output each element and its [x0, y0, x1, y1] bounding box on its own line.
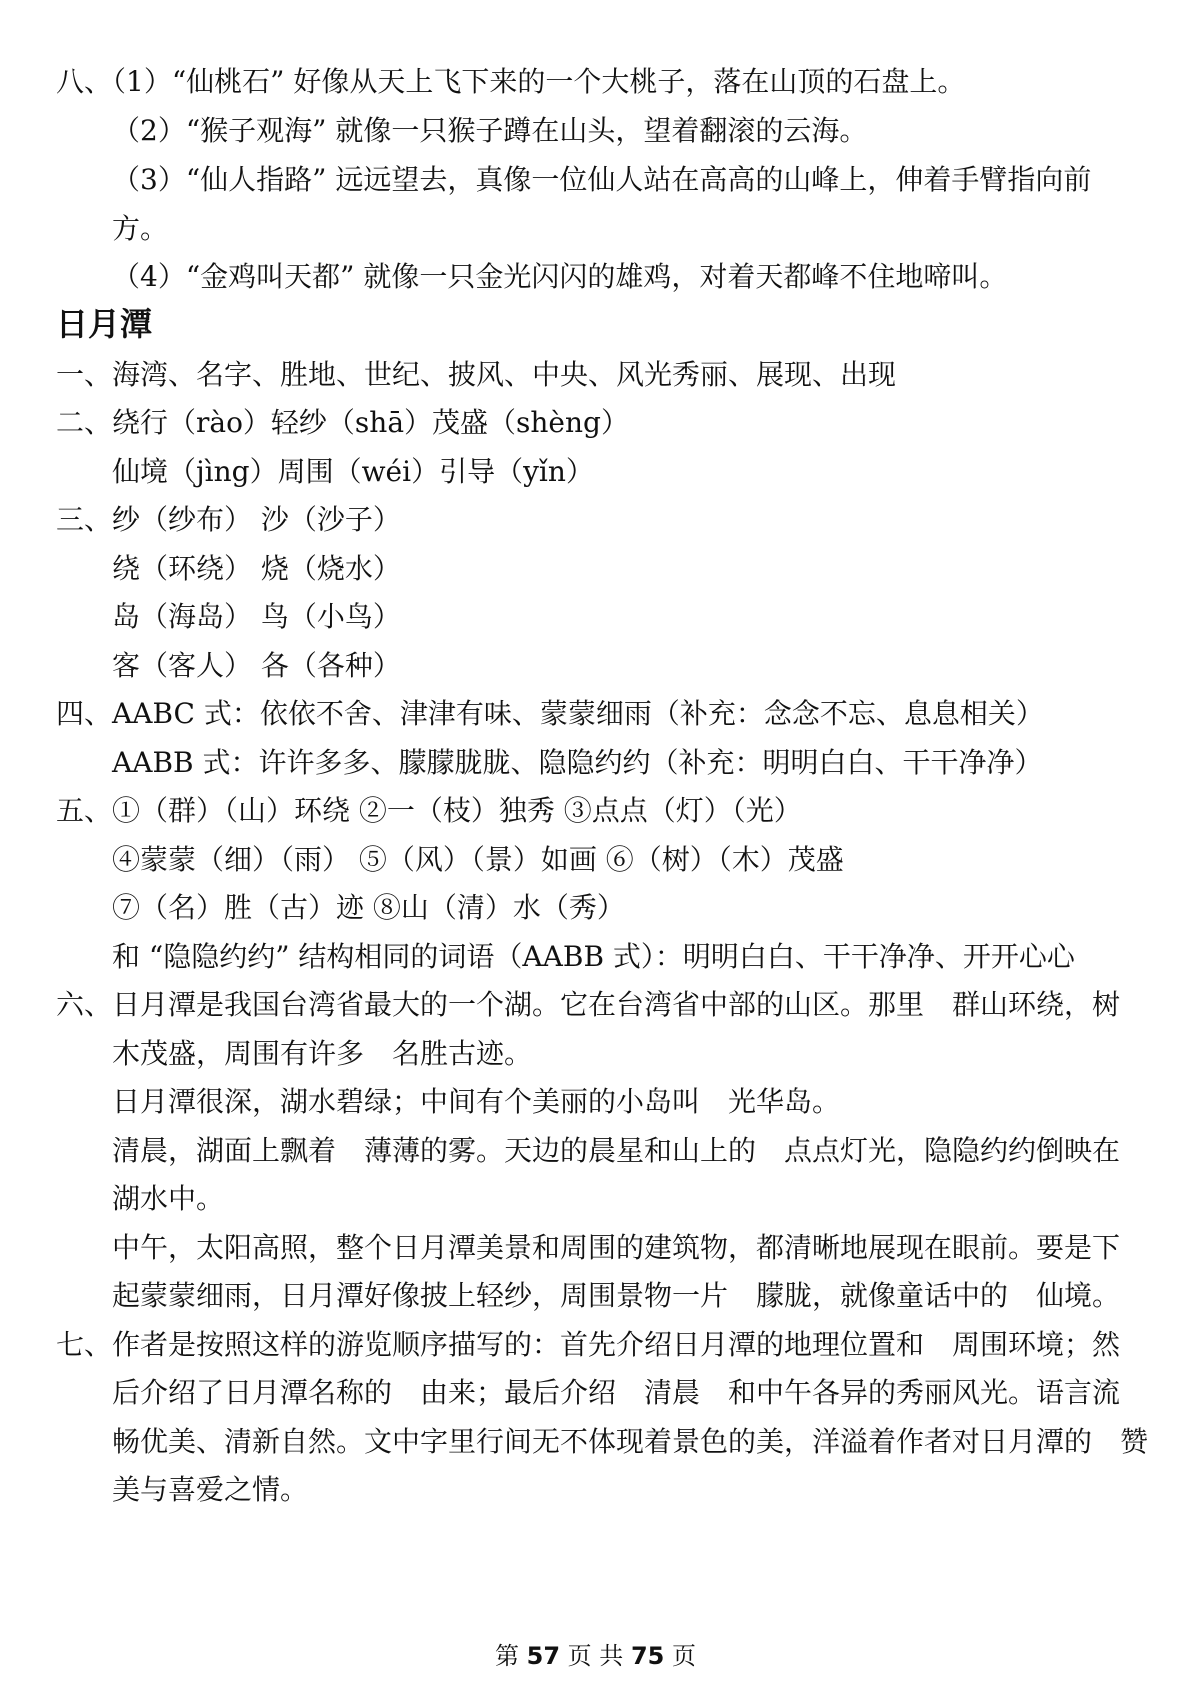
- answer-6-line5: 湖水中。: [112, 1182, 225, 1215]
- answer-2-line2: 仙境（jìng）周围（wéi）引导（yǐn）: [112, 455, 594, 488]
- answer-8-3-cont: 方。: [112, 212, 169, 245]
- footer-mid: 页 共: [567, 1642, 624, 1670]
- answer-7-line2: 后介绍了日月潭名称的 由来；最后介绍 清晨 和中午各异的秀丽风光。语言流: [112, 1376, 1121, 1409]
- page-footer: [0, 1640, 1191, 1672]
- answer-3-line4: 客（客人） 各（各种）: [112, 649, 401, 682]
- answer-8-4: （4）“金鸡叫天都” 就像一只金光闪闪的雄鸡，对着天都峰不住地啼叫。: [112, 260, 1008, 293]
- footer-suffix: 页: [672, 1642, 696, 1670]
- answer-6-line2: 木茂盛，周围有许多 名胜古迹。: [112, 1037, 533, 1070]
- answer-5-line3: ⑦（名）胜（古）迹 ⑧山（清）水（秀）: [112, 891, 625, 924]
- answer-3-line3: 岛（海岛） 鸟（小鸟）: [112, 600, 401, 633]
- answer-5-line4: 和 “隐隐约约” 结构相同的词语（AABB 式）：明明白白、干干净净、开开心心: [112, 940, 1075, 973]
- answer-6-line1: 六、日月潭是我国台湾省最大的一个湖。它在台湾省中部的山区。那里 群山环绕，树: [56, 988, 1121, 1021]
- current-page-number: 57: [526, 1642, 561, 1670]
- answer-5-line2: ④蒙蒙（细）（雨） ⑤（风）（景）如画 ⑥（树）（木）茂盛: [112, 843, 844, 876]
- answer-3-line1: 三、纱（纱布） 沙（沙子）: [56, 503, 401, 536]
- answer-6-line4: 清晨，湖面上飘着 薄薄的雾。天边的晨星和山上的 点点灯光，隐隐约约倒映在: [112, 1134, 1121, 1167]
- answer-8-3: （3）“仙人指路” 远远望去，真像一位仙人站在高高的山峰上，伸着手臂指向前: [112, 163, 1092, 196]
- total-page-number: 75: [630, 1642, 665, 1670]
- answer-3-line2: 绕（环绕） 烧（烧水）: [112, 552, 401, 585]
- answer-8-2: （2）“猴子观海” 就像一只猴子蹲在山头，望着翻滚的云海。: [112, 114, 868, 147]
- answer-4-aabb: AABB 式：许许多多、朦朦胧胧、隐隐约约（补充：明明白白、干干净净）: [112, 746, 1043, 779]
- answer-6-line6: 中午，太阳高照，整个日月潭美景和周围的建筑物，都清晰地展现在眼前。要是下: [112, 1231, 1121, 1264]
- lesson-title: 日月潭: [56, 305, 153, 343]
- answer-6-line3: 日月潭很深，湖水碧绿；中间有个美丽的小岛叫 光华岛。: [112, 1085, 841, 1118]
- answer-7-line4: 美与喜爱之情。: [112, 1473, 309, 1506]
- answer-2-line1: 二、绕行（rào）轻纱（shā）茂盛（shèng）: [56, 406, 629, 439]
- footer-prefix: 第: [494, 1642, 519, 1670]
- answer-7-line1: 七、作者是按照这样的游览顺序描写的：首先介绍日月潭的地理位置和 周围环境；然: [56, 1328, 1121, 1361]
- answer-8-1: 八、（1）“仙桃石” 好像从天上飞下来的一个大桃子，落在山顶的石盘上。: [56, 65, 966, 98]
- answer-5-line1: 五、①（群）（山）环绕 ②一（枝）独秀 ③点点（灯）（光）: [56, 794, 802, 827]
- answer-6-line7: 起蒙蒙细雨，日月潭好像披上轻纱，周围景物一片 朦胧，就像童话中的 仙境。: [112, 1279, 1121, 1312]
- answer-1: 一、海湾、名字、胜地、世纪、披风、中央、风光秀丽、展现、出现: [56, 358, 897, 391]
- answer-7-line3: 畅优美、清新自然。文中字里行间无不体现着景色的美，洋溢着作者对日月潭的 赞: [112, 1425, 1149, 1458]
- answer-4-aabc: 四、AABC 式：依依不舍、津津有味、蒙蒙细雨（补充：念念不忘、息息相关）: [56, 697, 1044, 730]
